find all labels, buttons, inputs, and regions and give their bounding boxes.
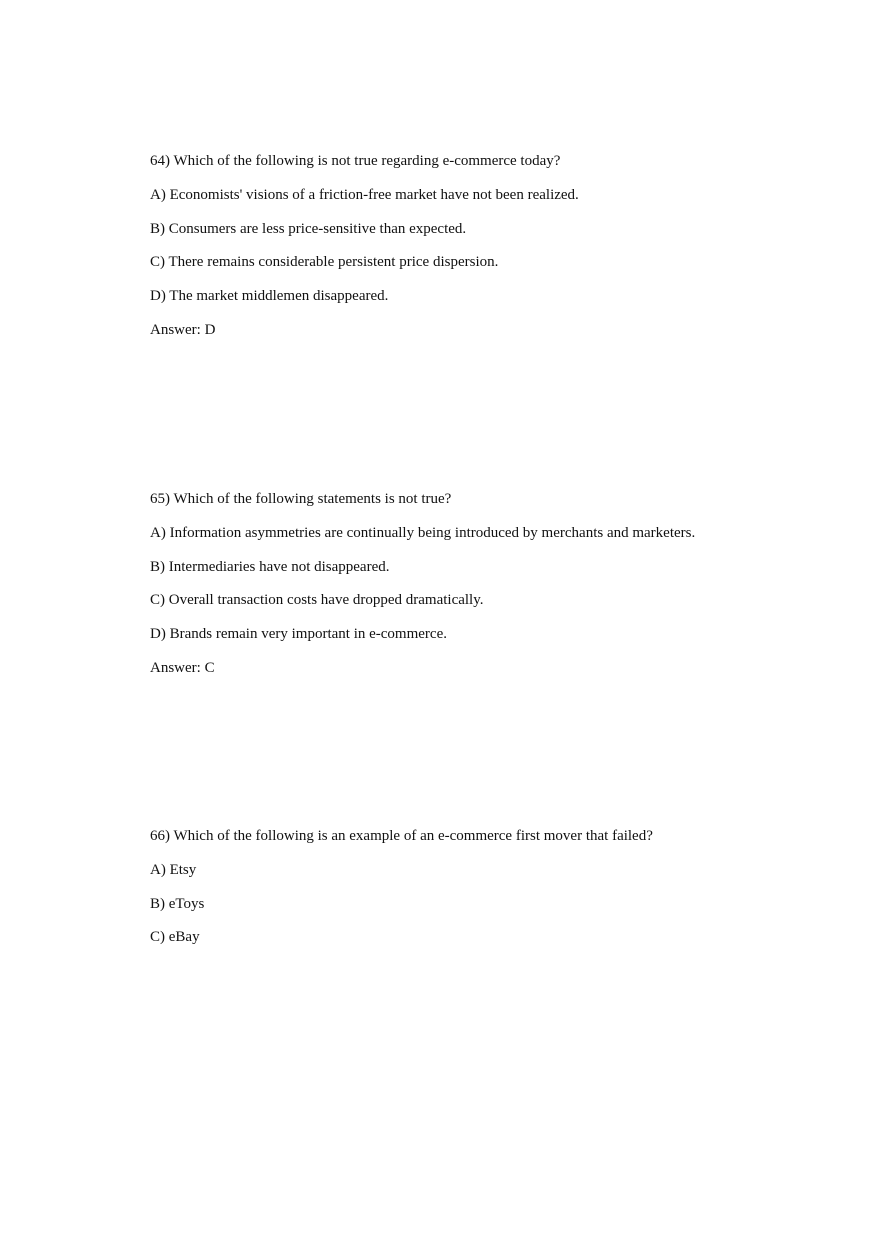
option-b: B) Intermediaries have not disappeared. — [150, 558, 390, 575]
question-65 — [150, 489, 850, 692]
question-stem: 64) Which of the following is not true regarding e-commerce today? — [150, 153, 561, 169]
question-stem: 65) Which of the following statements is not true? — [150, 491, 452, 507]
option-c: C) There remains considerable persistent price dispersion. — [150, 254, 499, 271]
question-stem: 66) Which of the following is an example of an e-commerce first mover that failed? — [150, 828, 653, 844]
option-d: D) Brands remain very important in e-commerce. — [150, 626, 447, 643]
question-64 — [150, 151, 850, 354]
answer-line: Answer: D — [150, 321, 216, 338]
question-66 — [150, 826, 850, 961]
option-b: B) Consumers are less price-sensitive than expected. — [150, 220, 467, 237]
option-a: A) Information asymmetries are continually being introduced by merchants and marketers. — [150, 524, 696, 541]
answer-line: Answer: C — [150, 659, 215, 676]
option-a: A) Economists' visions of a friction-free market have not been realized. — [150, 186, 579, 203]
option-a: A) Etsy — [150, 861, 197, 878]
option-c: C) Overall transaction costs have dropped dramatically. — [150, 592, 484, 609]
option-d: D) The market middlemen disappeared. — [150, 288, 389, 305]
option-c: C) eBay — [150, 929, 200, 946]
option-b: B) eToys — [150, 895, 205, 912]
